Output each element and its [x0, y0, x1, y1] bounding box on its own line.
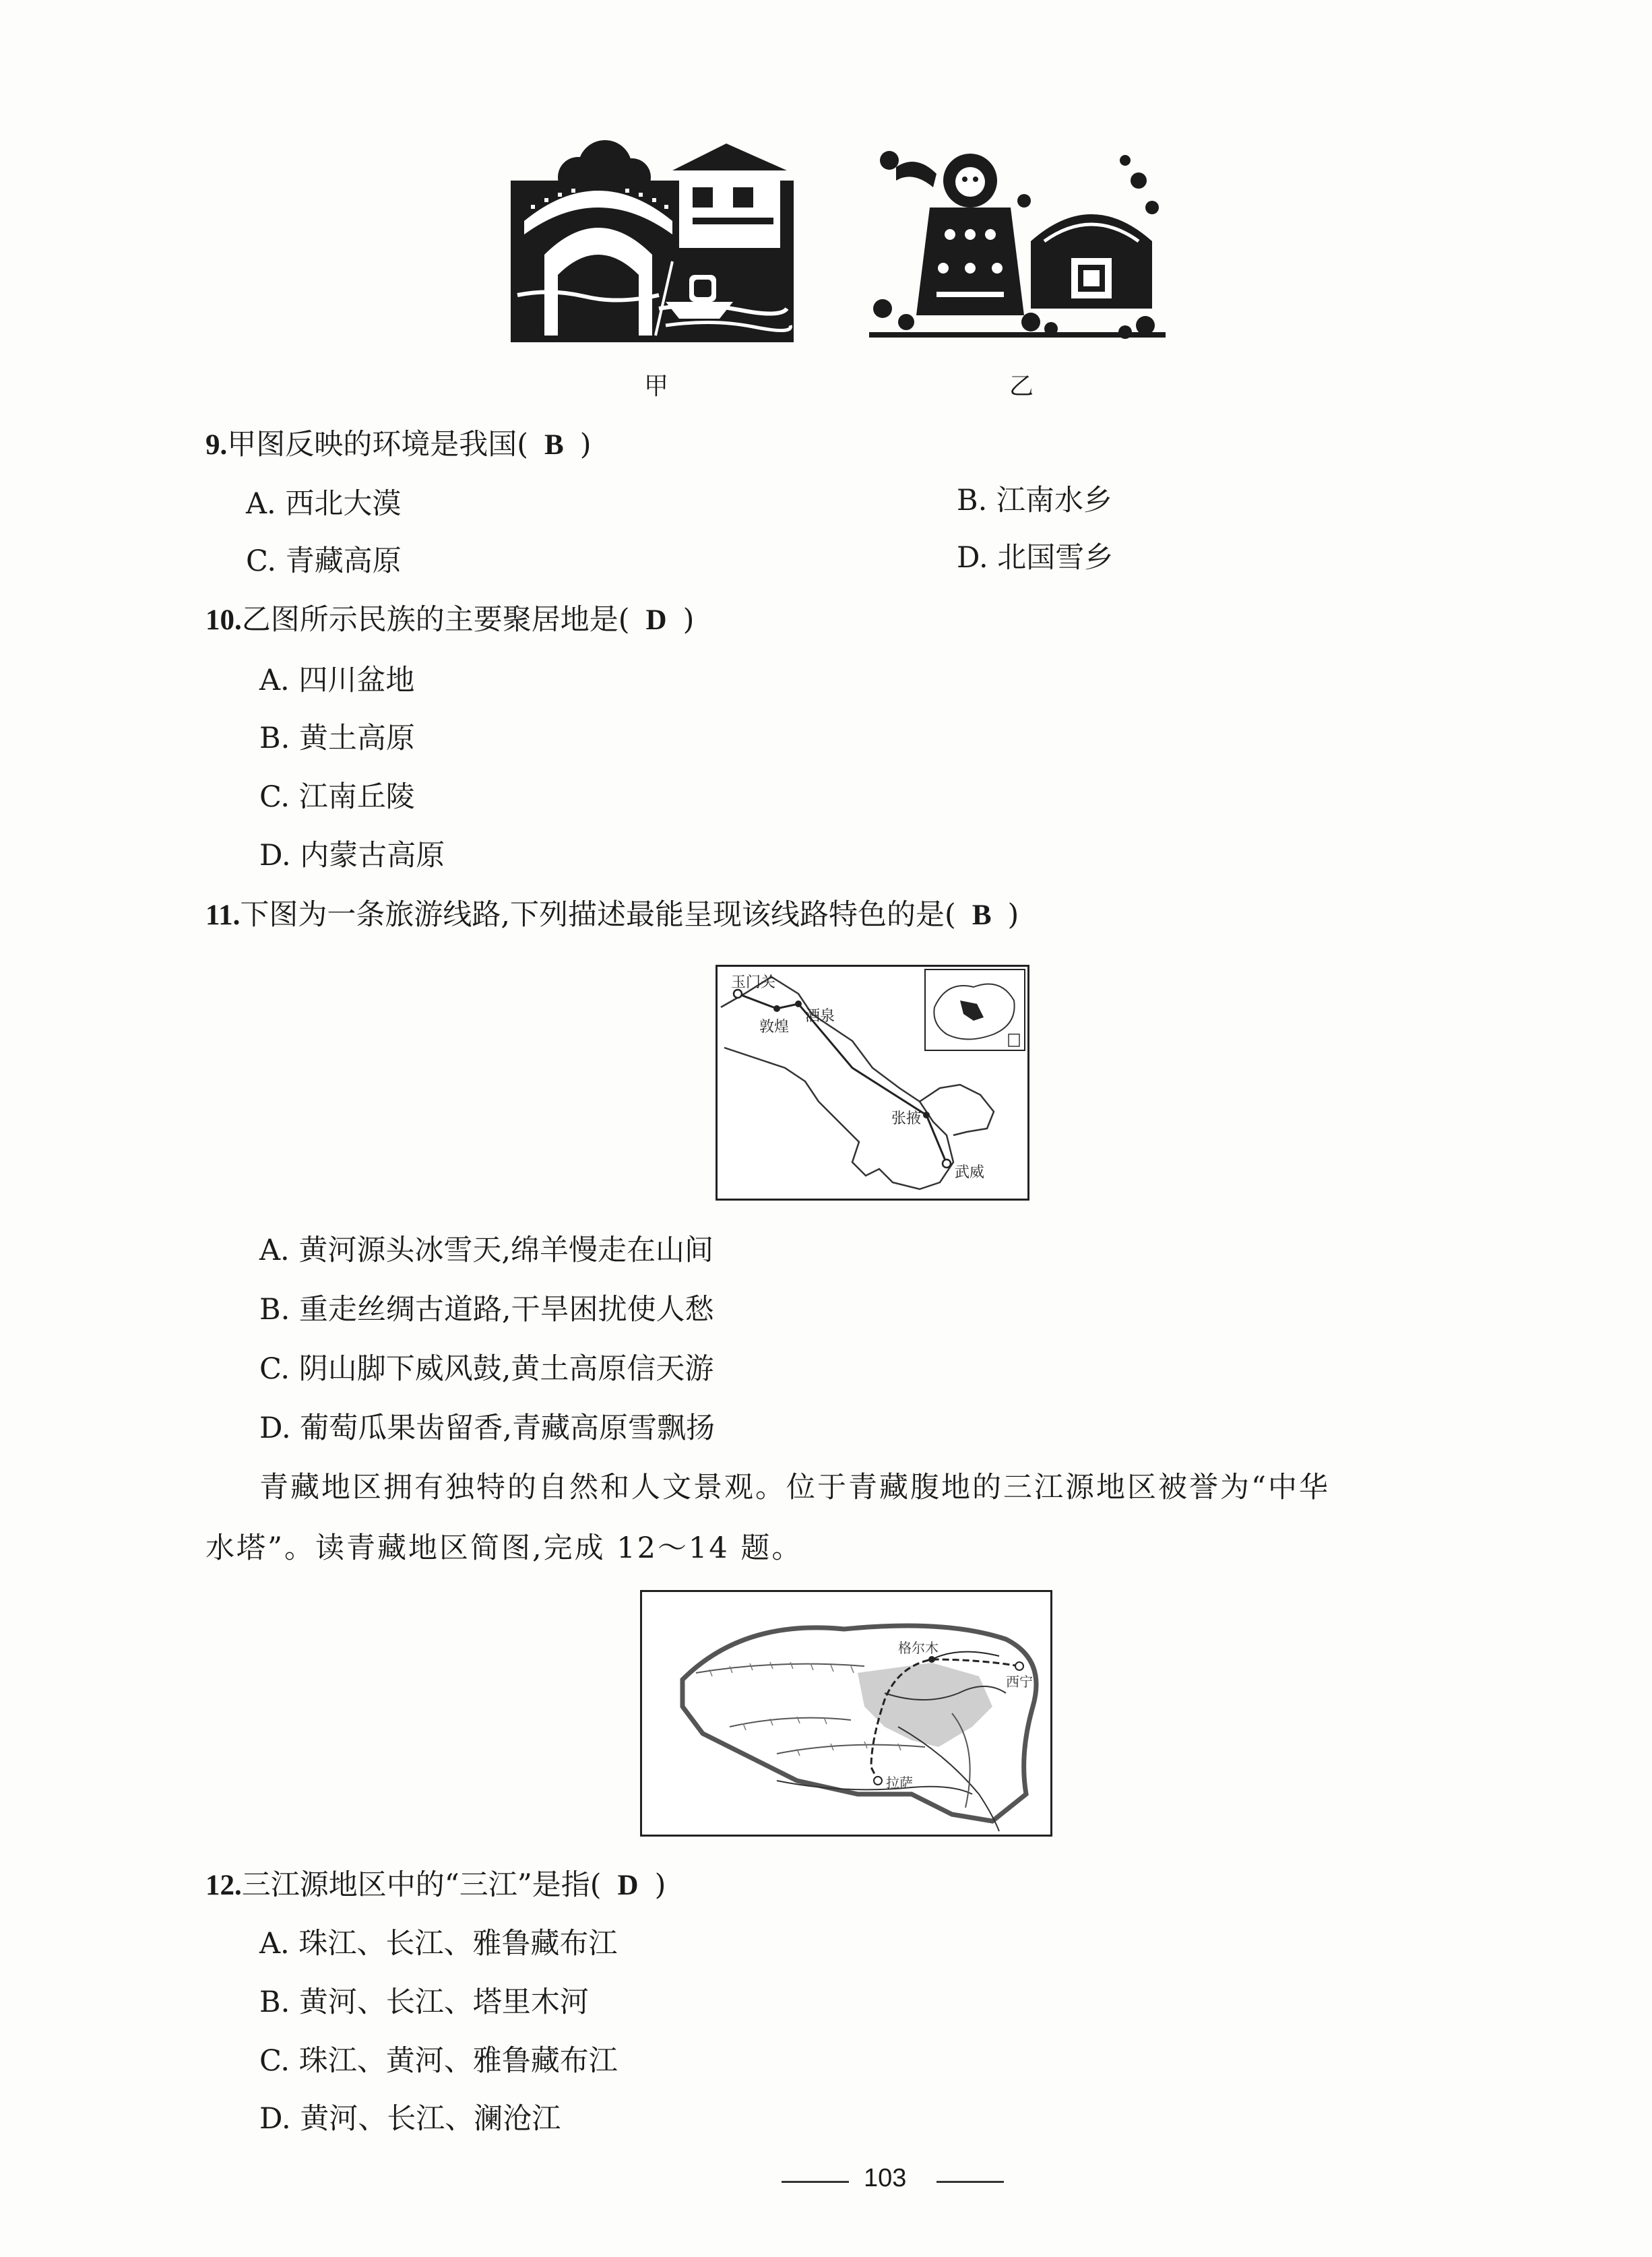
qinghai-tibet-map-svg	[642, 1592, 1050, 1835]
option-a: A. 珠江、长江、雅鲁藏布江	[259, 1927, 618, 1961]
paper-cut-yi	[869, 140, 1166, 342]
map-label-jiuquan: 酒泉	[805, 1008, 835, 1025]
route-map	[716, 965, 1029, 1201]
page-number: 103	[864, 2164, 907, 2192]
question-number: 12.	[205, 1870, 242, 1901]
question-stem-end: )	[682, 603, 695, 637]
map-label-yumenguan: 玉门关	[731, 974, 776, 991]
route-map-svg	[718, 967, 1027, 1199]
map-label-wuwei: 武威	[955, 1164, 985, 1181]
map-label-golmud: 格尔木	[898, 1640, 939, 1656]
page-number-rule-right	[936, 2181, 1004, 2183]
question-11	[205, 896, 1019, 934]
map-label-xining: 西宁	[1006, 1674, 1033, 1690]
question-number: 10.	[205, 604, 242, 636]
option-d: D. 内蒙古高原	[259, 839, 445, 872]
option-b: B. 重走丝绸古道路,干旱困扰使人愁	[259, 1293, 714, 1327]
option-d: D. 黄河、长江、澜沧江	[259, 2102, 561, 2136]
paper-cut-jia	[511, 140, 794, 342]
option-d: D. 葡萄瓜果齿留香,青藏高原雪飘扬	[259, 1411, 715, 1445]
option-b: B. 黄河、长江、塔里木河	[259, 1985, 589, 2019]
option-b: B. 江南水乡	[957, 484, 1112, 517]
answer: B	[544, 429, 564, 461]
option-a: A. 黄河源头冰雪天,绵羊慢走在山间	[259, 1234, 714, 1267]
passage-line-2: 水塔”。读青藏地区简图,完成 12～14 题。	[205, 1531, 803, 1565]
paper-cut-mongolian-yurt-illustration	[869, 140, 1166, 342]
map-label-lhasa: 拉萨	[886, 1775, 913, 1791]
map-label-dunhuang: 敦煌	[759, 1019, 790, 1036]
question-number: 9.	[205, 429, 228, 461]
image-caption-jia: 甲	[644, 373, 669, 400]
question-stem: 甲图反映的环境是我国(	[227, 428, 529, 462]
paper-cut-water-town-illustration	[511, 140, 794, 342]
passage-line-1: 青藏地区拥有独特的自然和人文景观。位于青藏腹地的三江源地区被誉为“中华	[259, 1471, 1330, 1504]
question-9	[205, 426, 592, 464]
question-stem-end: )	[654, 1868, 666, 1902]
qinghai-tibet-map	[640, 1590, 1052, 1837]
page-number-rule-left	[782, 2181, 849, 2183]
option-a: A. 四川盆地	[259, 664, 415, 697]
option-c: C. 青藏高原	[246, 544, 402, 578]
question-stem: 下图为一条旅游线路,下列描述最能呈现该线路特色的是(	[240, 898, 956, 932]
question-10	[205, 601, 694, 639]
answer: D	[645, 604, 667, 636]
answer: B	[972, 899, 992, 931]
question-stem-end: )	[1007, 898, 1019, 932]
option-c: C. 江南丘陵	[259, 780, 415, 814]
option-b: B. 黄土高原	[259, 722, 415, 755]
question-stem-end: )	[579, 428, 592, 462]
question-stem: 三江源地区中的“三江”是指(	[241, 1868, 602, 1902]
answer: D	[617, 1870, 639, 1901]
question-number: 11.	[205, 899, 241, 931]
option-a: A. 西北大漠	[246, 487, 402, 521]
image-caption-yi: 乙	[1009, 373, 1034, 400]
option-c: C. 阴山脚下威风鼓,黄土高原信天游	[259, 1352, 714, 1386]
option-d: D. 北国雪乡	[957, 541, 1114, 575]
option-c: C. 珠江、黄河、雅鲁藏布江	[259, 2044, 618, 2078]
question-12	[205, 1866, 666, 1905]
map-label-zhangye: 张掖	[891, 1110, 922, 1127]
question-stem: 乙图所示民族的主要聚居地是(	[241, 603, 630, 637]
